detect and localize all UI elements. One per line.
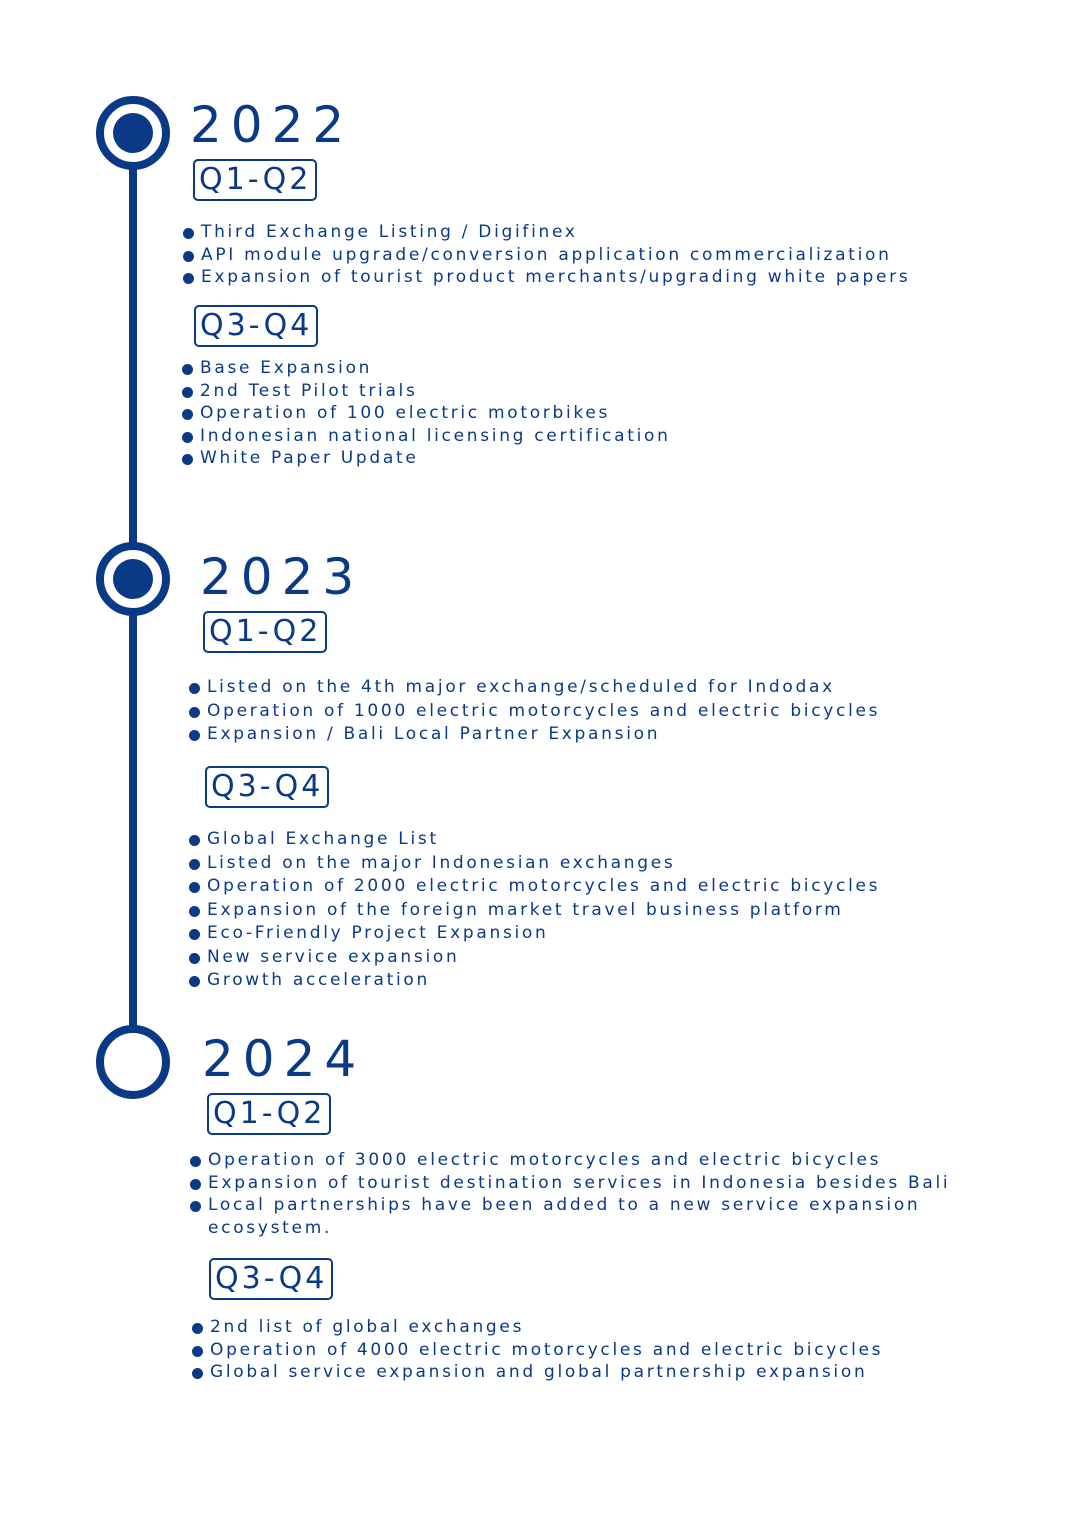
- list-item: White Paper Update: [182, 447, 671, 470]
- list-item: Expansion of tourist product merchants/upgrading white papers: [183, 266, 910, 289]
- milestone-list-2024-h2: [192, 1316, 883, 1384]
- milestone-list-2023-h2: [189, 828, 880, 993]
- bullet-dot-icon: [189, 929, 200, 940]
- list-item: Expansion of the foreign market travel business platform: [189, 899, 880, 923]
- timeline-node-dot: [113, 559, 153, 599]
- list-item: Operation of 100 electric motorbikes: [182, 402, 671, 425]
- bullet-dot-icon: [183, 251, 194, 262]
- milestone-list-2022-h1: [183, 221, 910, 289]
- bullet-dot-icon: [189, 707, 200, 718]
- bullet-dot-icon: [182, 454, 193, 465]
- list-item: Operation of 1000 electric motorcycles and electric bicycles: [189, 700, 880, 724]
- year-heading-2022: 2022: [190, 96, 354, 154]
- bullet-dot-icon: [183, 273, 194, 284]
- list-item: Expansion / Bali Local Partner Expansion: [189, 723, 880, 747]
- list-item: 2nd Test Pilot trials: [182, 380, 671, 403]
- list-item: Operation of 3000 electric motorcycles and electric bicycles: [190, 1149, 998, 1172]
- bullet-dot-icon: [189, 683, 200, 694]
- timeline-node-2023: [96, 542, 170, 616]
- quarter-badge-2022-h1: Q1-Q2: [193, 159, 317, 201]
- list-item: Indonesian national licensing certification: [182, 425, 671, 448]
- list-item: Third Exchange Listing / Digifinex: [183, 221, 910, 244]
- quarter-badge-2022-h2: Q3-Q4: [194, 305, 318, 347]
- milestone-list-2023-h1: [189, 676, 880, 747]
- list-item: Expansion of tourist destination services in Indonesia besides Bali: [190, 1172, 998, 1195]
- quarter-badge-2024-h2: Q3-Q4: [209, 1258, 333, 1300]
- list-item: Eco-Friendly Project Expansion: [189, 922, 880, 946]
- list-item: 2nd list of global exchanges: [192, 1316, 883, 1339]
- quarter-badge-2023-h1: Q1-Q2: [203, 611, 327, 653]
- timeline-node-2024: [96, 1025, 170, 1099]
- list-item: Operation of 2000 electric motorcycles and electric bicycles: [189, 875, 880, 899]
- bullet-dot-icon: [189, 882, 200, 893]
- bullet-dot-icon: [182, 432, 193, 443]
- bullet-dot-icon: [182, 364, 193, 375]
- year-heading-2023: 2023: [200, 548, 364, 606]
- list-item: Global Exchange List: [189, 828, 880, 852]
- list-item: Global service expansion and global partnership expansion: [192, 1361, 883, 1384]
- bullet-dot-icon: [192, 1323, 203, 1334]
- bullet-dot-icon: [182, 409, 193, 420]
- bullet-dot-icon: [189, 859, 200, 870]
- bullet-dot-icon: [189, 730, 200, 741]
- bullet-dot-icon: [190, 1156, 201, 1167]
- timeline-node-2022: [96, 96, 170, 170]
- list-item: Growth acceleration: [189, 969, 880, 993]
- bullet-dot-icon: [183, 228, 194, 239]
- milestone-list-2024-h1: [190, 1149, 998, 1239]
- list-item: API module upgrade/conversion application commercialization: [183, 244, 910, 267]
- bullet-dot-icon: [192, 1346, 203, 1357]
- bullet-dot-icon: [189, 976, 200, 987]
- timeline-node-dot: [113, 113, 153, 153]
- bullet-dot-icon: [189, 835, 200, 846]
- list-item: Listed on the 4th major exchange/scheduled for Indodax: [189, 676, 880, 700]
- list-item: Listed on the major Indonesian exchanges: [189, 852, 880, 876]
- list-item: Base Expansion: [182, 357, 671, 380]
- bullet-dot-icon: [192, 1368, 203, 1379]
- year-heading-2024: 2024: [202, 1030, 366, 1088]
- list-item: Local partnerships have been added to a new service expansion ecosystem.: [190, 1194, 998, 1239]
- milestone-list-2022-h2: [182, 357, 671, 470]
- quarter-badge-2023-h2: Q3-Q4: [205, 766, 329, 808]
- quarter-badge-2024-h1: Q1-Q2: [207, 1093, 331, 1135]
- list-item: Operation of 4000 electric motorcycles and electric bicycles: [192, 1339, 883, 1362]
- list-item: New service expansion: [189, 946, 880, 970]
- bullet-dot-icon: [190, 1201, 201, 1212]
- bullet-dot-icon: [182, 387, 193, 398]
- bullet-dot-icon: [189, 953, 200, 964]
- bullet-dot-icon: [189, 906, 200, 917]
- bullet-dot-icon: [190, 1179, 201, 1190]
